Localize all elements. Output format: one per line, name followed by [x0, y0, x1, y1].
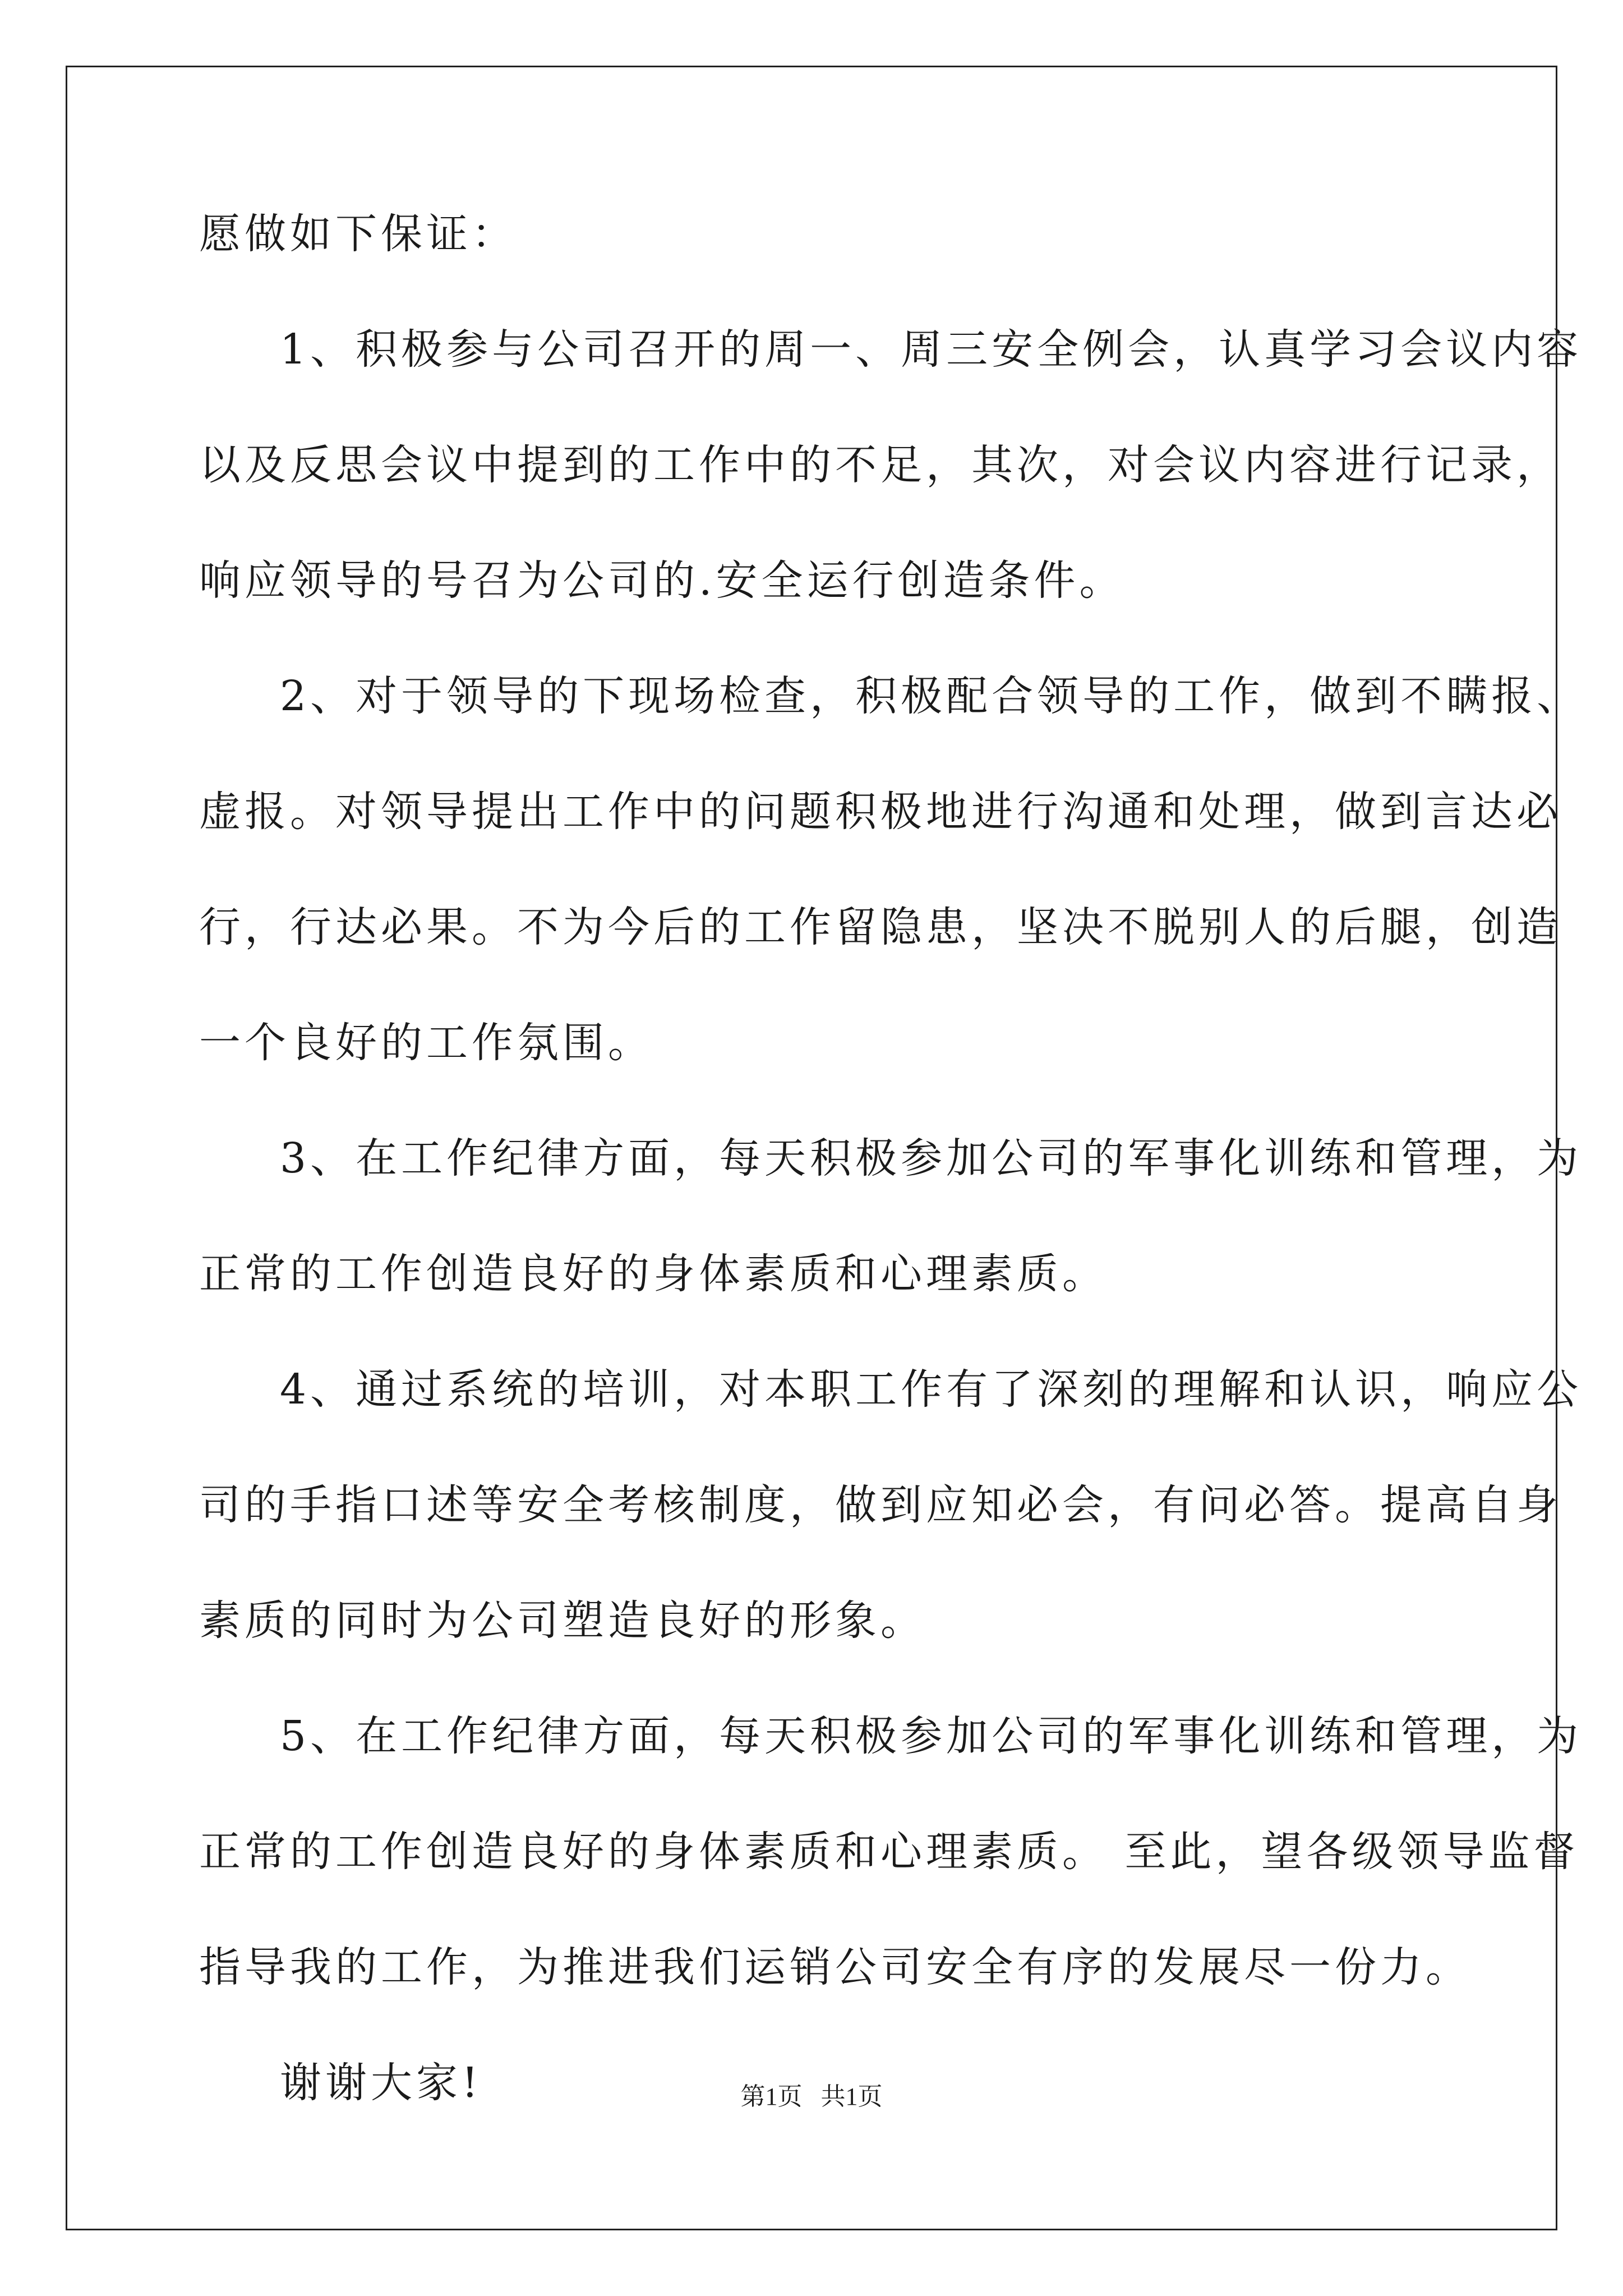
text-line: 4、通过系统的培训，对本职工作有了深刻的理解和认识，响应公: [280, 1365, 1583, 1414]
page-number: 第1页 共1页: [740, 2083, 883, 2110]
text-line: 正常的工作创造良好的身体素质和心理素质。: [199, 1250, 1108, 1298]
text-line: 以及反思会议中提到的工作中的不足，其次，对会议内容进行记录，: [199, 441, 1562, 489]
text-line: 2、对于领导的下现场检查，积极配合领导的工作，做到不瞒报、: [280, 672, 1583, 720]
text-line: 响应领导的号召为公司的.安全运行创造条件。: [199, 556, 1125, 605]
text-line: 谢谢大家!: [280, 2059, 482, 2107]
text-line: 素质的同时为公司塑造良好的形象。: [199, 1596, 926, 1645]
text-line: 行，行达必果。不为今后的工作留隐患，坚决不脱别人的后腿，创造: [199, 903, 1562, 951]
text-line: 指导我的工作，为推进我们运销公司安全有序的发展尽一份力。: [199, 1943, 1471, 1991]
text-line: 一个良好的工作氛围。: [199, 1019, 653, 1067]
text-line: 正常的工作创造良好的身体素质和心理素质。 至此，望各级领导监督: [199, 1828, 1579, 1876]
text-line: 虚报。对领导提出工作中的问题积极地进行沟通和处理，做到言达必: [199, 788, 1562, 836]
text-line: 司的手指口述等安全考核制度，做到应知必会，有问必答。提高自身: [199, 1481, 1562, 1529]
text-line: 1、积极参与公司召开的周一、周三安全例会，认真学习会议内容: [280, 325, 1583, 374]
text-line: 3、在工作纪律方面，每天积极参加公司的军事化训练和管理，为: [280, 1134, 1583, 1182]
text-line: 5、在工作纪律方面，每天积极参加公司的军事化训练和管理，为: [280, 1712, 1583, 1760]
text-line: 愿做如下保证：: [199, 210, 517, 258]
